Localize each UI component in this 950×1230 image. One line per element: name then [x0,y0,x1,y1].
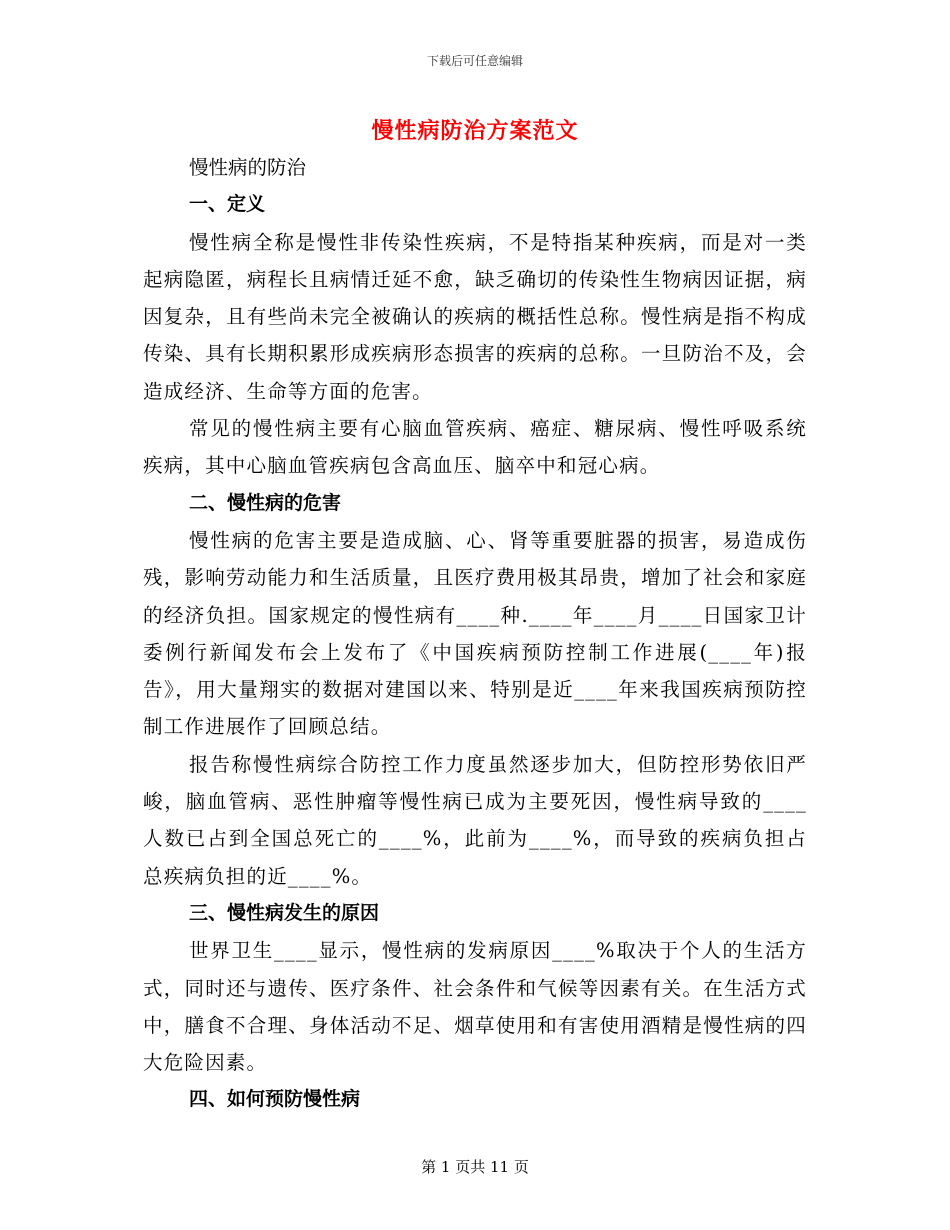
causes-paragraph-1: 世界卫生____显示，慢性病的发病原因____%取决于个人的生活方式，同时还与遗传、医疗条件、社会条件和气候等因素有关。在生活方式中，膳食不合理、身体活动不足、烟草使用和有害使用酒精是慢性病的四大危险因素。 [143,939,807,1075]
document-body [143,149,807,1119]
harm-paragraph-2: 报告称慢性病综合防控工作力度虽然逐步加大，但防控形势依旧严峻，脑血管病、恶性肿瘤等慢性病已成为主要死因，慢性病导致的____人数已占到全国总死亡的____%，此前为____%，而导致的疾病负担占总疾病负担的近____%。 [143,752,807,888]
section-heading-prevention: 四、如何预防慢性病 [189,1088,361,1111]
page-footer: 第 1 页共 11 页 [421,1158,529,1176]
harm-paragraph-1: 慢性病的危害主要是造成脑、心、肾等重要脏器的损害，易造成伤残，影响劳动能力和生活质量，且医疗费用极其昂贵，增加了社会和家庭的经济负担。国家规定的慢性病有____种.____年____月____日国家卫计委例行新闻发布会上发布了《中国疾病预防控制工作进展(____年)报告》，用大量翔实的数据对建国以来、特别是近____年来我国疾病预防控制工作进展作了回顾总结。 [143,528,807,739]
section-heading-causes: 三、慢性病发生的原因 [189,901,380,924]
definition-paragraph-1: 慢性病全称是慢性非传染性疾病，不是特指某种疾病，而是对一类起病隐匿，病程长且病情迁延不愈，缺乏确切的传染性生物病因证据，病因复杂，且有些尚未完全被确认的疾病的概括性总称。慢性病是指不构成传染、具有长期积累形成疾病形态损害的疾病的总称。一旦防治不及，会造成经济、生命等方面的危害。 [143,230,807,403]
definition-paragraph-2: 常见的慢性病主要有心脑血管疾病、癌症、糖尿病、慢性呼吸系统疾病，其中心脑血管疾病包含高血压、脑卒中和冠心病。 [143,417,807,478]
page-header-note: 下载后可任意编辑 [426,54,523,68]
document-title: 慢性病防治方案范文 [371,118,579,144]
section-heading-definition: 一、定义 [189,193,266,216]
document-subtitle: 慢性病的防治 [189,156,307,179]
section-heading-harm: 二、慢性病的危害 [189,491,342,514]
